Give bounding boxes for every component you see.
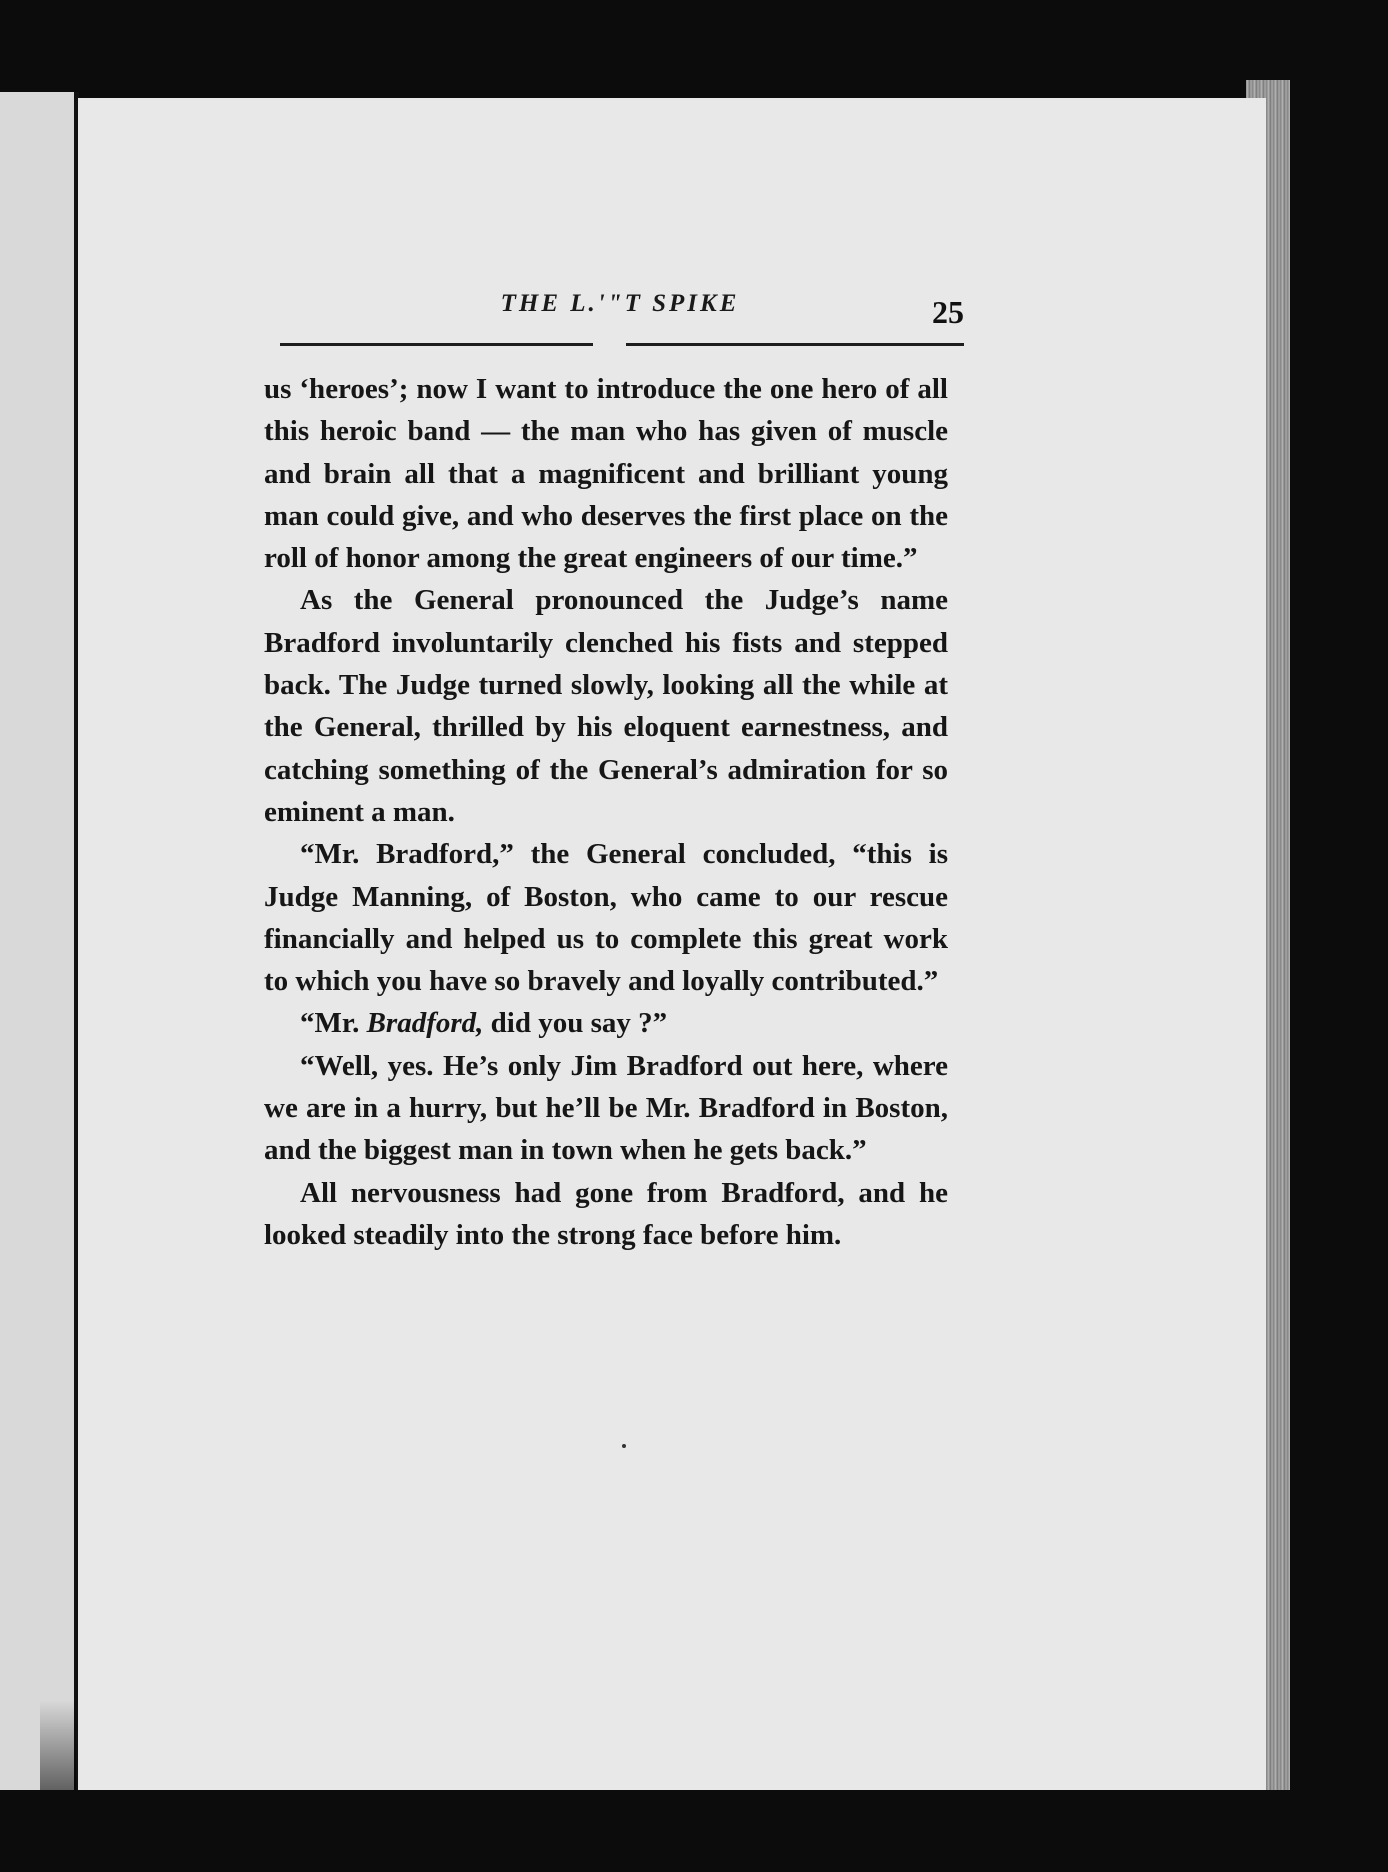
paragraph: “Well, yes. He’s only Jim Bradford out here, where we are in a hurry, but he’ll be Mr. Bradford in Boston, and the biggest man in town when he gets back.”: [264, 1049, 948, 1167]
paragraph: As the General pronounced the Judge’s name Bradford involuntarily clenched his fists and stepped back. The Judge turned slowly, looking all the while at the General, thrilled by his eloquent earnestness, and catching something of the General’s admiration for so eminent a man.: [264, 584, 948, 828]
running-title: THE L.'"T SPIKE: [500, 290, 740, 317]
paragraph-dialogue: [264, 1002, 948, 1044]
dialogue-italic: Bradford,: [366, 1007, 484, 1040]
scan-background-bottom: [0, 1790, 1388, 1872]
scan-background-right: [1290, 70, 1388, 1872]
dialogue-prefix: “Mr.: [300, 1007, 367, 1040]
paragraph: “Mr. Bradford,” the General concluded, “this is Judge Manning, of Boston, who came to our rescue financially and helped us to complete this great work to which you have so bravely and loyally contributed.”: [264, 838, 948, 998]
page-number: 25: [932, 294, 964, 330]
page-shadow: [40, 1700, 76, 1790]
scan-speck: [622, 1444, 626, 1448]
running-head: [280, 290, 964, 350]
paragraph: All nervousness had gone from Bradford, and he looked steadily into the strong face before him.: [264, 1176, 948, 1251]
paragraph: us ‘heroes’; now I want to introduce the one hero of all this heroic band — the man who has given of muscle and brain all that a magnificent and brilliant young man could give, and who deserves the first place on the roll of honor among the great engineers of our time.”: [264, 373, 948, 575]
previous-page-edge: [0, 92, 79, 1792]
body-text: [264, 368, 948, 1256]
header-rule-right: [626, 343, 964, 346]
header-rule-left: [280, 343, 593, 346]
dialogue-suffix: did you say ?”: [483, 1007, 668, 1040]
